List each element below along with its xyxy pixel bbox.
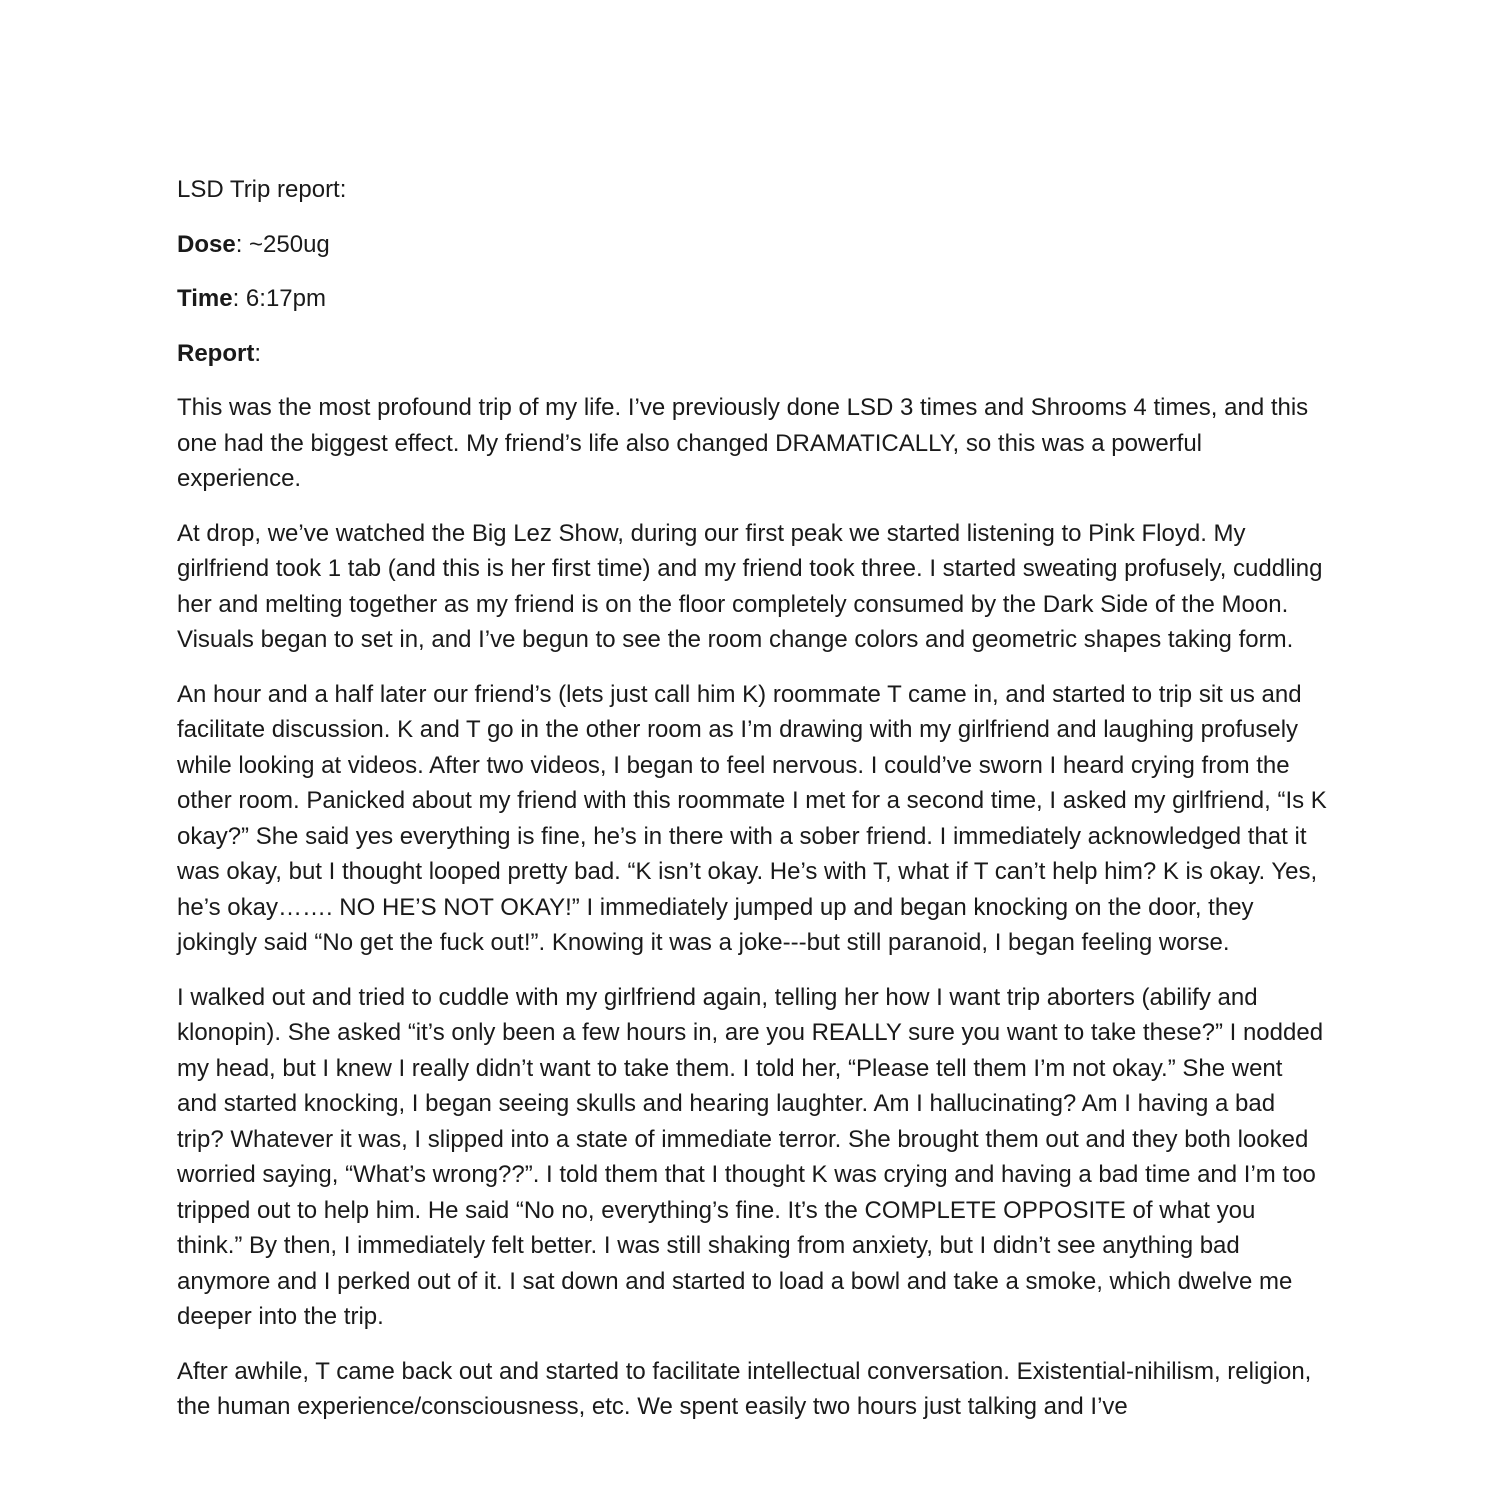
paragraph: This was the most profound trip of my life. I’ve previously done LSD 3 times and Shrooms 4 times, and this one had the biggest effect. My friend’s life also changed DRAMATICALLY, so this was a powerful experience. bbox=[177, 394, 1309, 492]
paragraph: At drop, we’ve watched the Big Lez Show, during our first peak we started listening to Pink Floyd. My girlfriend took 1 tab (and this is her first time) and my friend took three. I started sweating profusely, cuddling her and melting together as my friend is on the floor completely consumed by the Dark Side of the Moon. Visuals began to set in, and I’ve begun to see the room change colors and geometric shapes taking form. bbox=[177, 519, 1323, 653]
paragraph: After awhile, T came back out and started to facilitate intellectual conversation. Existential-nihilism, religion, the human experience/consciousness, etc. We spent easily two hours just talking and I’ve bbox=[177, 1357, 1312, 1420]
report-suffix: : bbox=[254, 339, 262, 367]
report-field bbox=[177, 336, 1327, 372]
paragraph: An hour and a half later our friend’s (lets just call him K) roommate T came in, and started to trip sit us and facilitate discussion. K and T go in the other room as I’m drawing with my girlfriend and laughing profusely while looking at videos. After two videos, I began to feel nervous. I could’ve sworn I heard crying from the other room. Panicked about my friend with this roommate I met for a second time, I asked my girlfriend, “Is K okay?” She said yes everything is fine, he’s in there with a sober friend. I immediately acknowledged that it was okay, but I thought looped pretty bad. “K isn’t okay. He’s with T, what if T can’t help him? K is okay. Yes, he’s okay……. NO HE’S NOT OKAY!” I immediately jumped up and began knocking on the door, they jokingly said “No get the fuck out!”. Knowing it was a joke---but still paranoid, I began feeling worse. bbox=[177, 680, 1327, 956]
time-field bbox=[177, 281, 1327, 317]
time-label: Time bbox=[177, 285, 233, 312]
dose-field bbox=[177, 227, 1327, 263]
document-heading: LSD Trip report: bbox=[177, 176, 347, 203]
time-value: : 6:17pm bbox=[232, 285, 326, 312]
report-label: Report bbox=[177, 339, 255, 367]
dose-label: Dose bbox=[177, 230, 236, 258]
dose-value: : ~250ug bbox=[235, 230, 330, 258]
paragraph: I walked out and tried to cuddle with my girlfriend again, telling her how I want trip aborters (abilify and klonopin). She asked “it’s only been a few hours in, are you REALLY sure you want to take these?” I nodded my head, but I knew I really didn’t want to take them. I told her, “Please tell them I’m not okay.” She went and started knocking, I began seeing skulls and hearing laughter. Am I hallucinating? Am I having a bad trip? Whatever it was, I slipped into a state of immediate terror. She brought them out and they both looked worried saying, “What’s wrong??”. I told them that I thought K was crying and having a bad time and I’m too tripped out to help him. He said “No no, everything’s fine. It’s the COMPLETE OPPOSITE of what you think.” By then, I immediately felt better. I was still shaking from anxiety, but I didn’t see anything bad anymore and I perked out of it. I sat down and started to load a bowl and take a smoke, which dwelve me deeper into the trip. bbox=[177, 983, 1324, 1330]
document-body bbox=[177, 172, 1327, 1444]
